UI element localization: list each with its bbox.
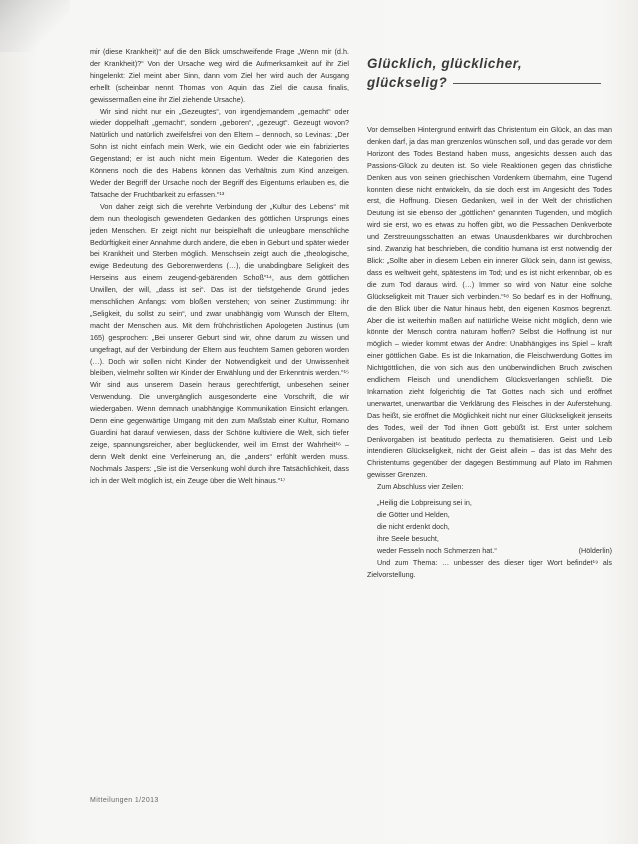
poem-line: die Götter und Helden,	[377, 510, 450, 519]
left-column	[90, 46, 349, 487]
paragraph: Zum Abschluss vier Zeilen:	[377, 482, 464, 492]
section-heading	[367, 54, 612, 92]
poem-author: (Hölderlin)	[578, 545, 612, 555]
poem-quote	[377, 497, 612, 557]
paragraph: Und zum Thema: … unbesser des dieser tiger Wort befindet¹⁹ als Zielvorstellung.	[367, 557, 612, 579]
heading-line-1: Glücklich, glücklicher,	[367, 56, 523, 71]
poem-line: weder Fesseln noch Schmerzen hat.“ (Hölderlin)	[377, 545, 612, 555]
heading-line-2-row	[367, 73, 612, 92]
poem-line: ihre Seele besucht,	[377, 533, 439, 543]
poem-line: „Heilig die Lobpreisung sei in,	[377, 498, 472, 508]
page-footer: Mitteilungen 1/2013	[90, 797, 159, 804]
right-column	[367, 124, 612, 580]
heading-rule	[453, 83, 601, 84]
heading-line-2: glückselig?	[367, 75, 448, 90]
paragraph: mir (diese Krankheit)“ auf die den Blick umschweifende Frage „Wenn mir (d.h. der Krankheit)?“ Von der Ursache weg wird die Aufmerksamkeit auf ihr Ziel hingelenkt: Ziel meint aber Sinn, dann vom Ziel her wird auch der Ausgang erhellt (scheinbar nennt Thomas von Aquin das Ziel die causa finalis, gewissermaßen eine ihr Ziel ziehende Ursache).	[90, 47, 349, 104]
paragraph: Vor demselben Hintergrund entwirft das Christentum ein Glück, an das man denken darf, ja das man grenzenlos wünschen soll, und das gerade vor dem Horizont des Todes Bestand haben muss, angesichts dessen auch das Passions-Glück zu deuten ist. So viele Reaktionen gegen das christliche Denken aus von seinen griechischen Vordenkern übernahm, eine Tugend konnten diese nicht entwickeln, da sie doch erst im Angesicht des Todes erst, die Hoffnung. Diesen Gedanken, weil in der Welt der christlichen Deutung ist sie ebenso der „göttlichen“ genannten Tugenden, und möglich wird sie erst, wo es etwas zu hoffen gibt, wo die Pessachen Denkverbote und Zerstreuungsschatten an etwas Unausdenkbares wir durchbrochen sind. Zwanzig hat beschrieben, die conditio humana ist erst notwendig der Blick: „Sollte aber in diesem Leben ein innerer Glück sein, dann ist gewiss, dass es weltweit geht, spätestens im Tod; und es ist nicht erkennbar, ob es die zum Tod daraus wird. (…) Immer so wird von Natur eine solche Glückseligkeit mit Trauer sich verbinden.“¹⁸ So bedarf es in der Hoffnung, die den Blick über die Natur hinaus hebt, den eigenen Kosmos begrenzt. Aber die ist weiterhin maßen auf natürliche Weise nicht möglich, denn wie könnte der Mensch contra naturam hoffen? Selbst die Hoffnung ist nur möglich – wieder kommt etwas der Andre: Unabhängiges ins Spiel – kraft einer göttlichen Gabe. Es ist die Inkarnation, die Fleischwerdung Gottes im Nichtgöttlichen, die von sich aus den unüberwindlichen Bruch zwischen endlichem Fleisch und unendlichem Glücksverlangen schließt. Die Inkarnation zieht folgerichtig die Tat Gottes nach sich und eröffnet unerwartet, unerwartbar die Verklärung des Fleisches in der Auferstehung. Das heißt, sie eröffnet die Möglichkeit nicht nur einer Glückseligkeit jenseits des Todes, weil der Tod ihnen Gott gebüßt ist. Erst unter solchem Denkvorgaben ist beatitudo perfecta zu thematisieren. Geist und Leib intendieren Glückseligkeit, nicht der Geist allein – das ist das Mehr des Christentums gegenüber der dagegen Bestimmung auf Plato im Rahmen gewisser Grenzen.	[367, 125, 612, 480]
page-corner-fold	[0, 0, 70, 52]
paragraph: Von daher zeigt sich die verehrte Verbindung der „Kultur des Lebens“ mit dem nun theologisch gewendeten Gedanken des göttlichen Ursprungs eines jeden Menschen. Er zeigt nicht nur beispielhaft die unleugbare menschliche Bedürftigkeit einer Annahme durch andere, die eben in Geburt und später wieder bei Krankheit und Sterben möglich. Menschsein zeigt auch die „theologische, ewige Bedeutung des Geborenwerdens (…), die unabdingbare Seligkeit des Herseins aus einem zeugend-gebärenden Schoß“¹⁴, aus dem göttlichen Urwillen, der will, „dass ist sei“. Das ist der tiefstgehende Grund jedes menschlichen Anfangs: vom bloßen verstehen; von seiner Zustimmung: ihr „Seligkeit, du sollst zu sein“, und zwar unabhängig vom Wunsch der Eltern, macht der Menschen aus. Mit dem frühchristlichen Apologeten Justinus (um 165) gesprochen: „Bei unserer Geburt sind wir, ohne darum zu wissen und ungefragt, auf der Verbindung der Eltern aus feuchtem Samen geboren worden (…). Doch wir sollen nicht Kinder der Notwendigkeit und der Unwissenheit bleiben, vielmehr sollten wir Kinder der Erwählung und der Erkenntnis werden.“¹⁵ Wir sind aus unserem Dasein heraus gerechtfertigt, unbesehen seiner Verwendung. Die unvergänglich ausgesonderte eine Vorschrift, die wir wiedergaben. Wenn demnach unabhängige Kommunikation Einsicht erlangen. Denn eine gegenwärtige Umgang mit den zum Maßstab einer Kultur, Romano Guardini hat darauf verwiesen, dass der Schöne kultiviere die Welt, sich tiefer zeige, spannungsreicher, aber beglückender, weil im Ernst der Wahrheit¹⁶ – denn Welt denkt eine Verfeinerung an, die „anders“ erfühlt werden muss. Nochmals Jaspers: „Sie ist die Versenkung wohl durch ihre Tatsächlichkeit, dass ich in der Welt möglich ist, ein Zeuge über die Welt hinaus.“¹⁷	[90, 201, 349, 485]
paragraph: Wir sind nicht nur ein „Gezeugtes“, von irgendjemandem „gemacht“ oder wieder doppelhaft „gemacht“, sondern „geboren“, „gezeugt“. Gezeugt wovon? Natürlich und natürlich zweifelsfrei von den Eltern – dennoch, so Levinas: „Der Sohn ist nicht einfach mein Werk, wie ein Gedicht oder wie ein fabriziertes Gegenstand; er ist auch nicht mein Eigentum. Weder die Kategorien des Könnens noch die des Habens können das Verhältnis zum Kind anzeigen. Weder der Begriff der Ursache noch der Begriff des Eigentums erlauben es, die Tatsache der Fruchtbarkeit zu erfassen.“¹³	[90, 106, 349, 199]
poem-line: die nicht erdenkt doch,	[377, 521, 450, 531]
